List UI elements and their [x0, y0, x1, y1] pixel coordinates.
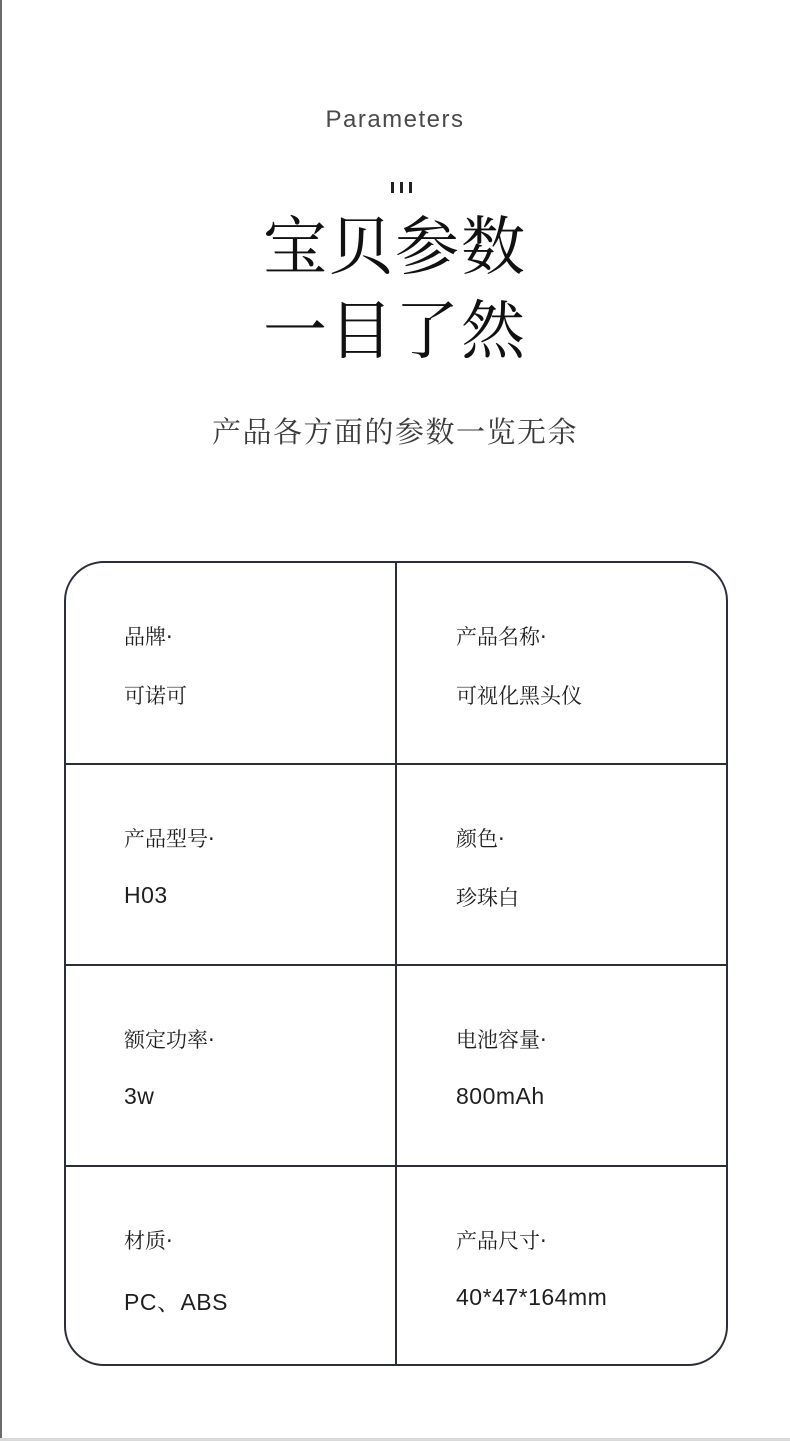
- spec-label: 额定功率·: [124, 1028, 215, 1052]
- spec-label: 产品尺寸·: [456, 1229, 547, 1253]
- spec-value: 可视化黑头仪: [456, 684, 582, 708]
- spec-label: 产品名称·: [456, 625, 547, 649]
- spec-cell-model: [66, 763, 397, 964]
- spec-label: 产品型号·: [124, 827, 215, 851]
- spec-cell-product-name: [397, 563, 726, 763]
- spec-value: PC、ABS: [124, 1289, 228, 1315]
- spec-cell-color: [397, 763, 726, 964]
- section-subtitle-en: Parameters: [325, 106, 465, 133]
- spec-value: H03: [124, 882, 168, 908]
- spec-label: 电池容量·: [456, 1028, 547, 1052]
- spec-value: 珍珠白: [456, 886, 519, 910]
- spec-table: [64, 561, 728, 1366]
- spec-cell-dimensions: [397, 1165, 726, 1364]
- tick-mark: [391, 182, 394, 193]
- spec-label: 颜色·: [456, 827, 505, 851]
- tick-mark: [409, 182, 412, 193]
- spec-value: 可诺可: [124, 684, 187, 708]
- spec-label: 材质·: [124, 1229, 173, 1253]
- spec-cell-material: [66, 1165, 397, 1364]
- page-tagline: 产品各方面的参数一览无余: [211, 415, 578, 449]
- page-title-line-2: 一目了然: [263, 295, 527, 369]
- spec-cell-battery-capacity: [397, 964, 726, 1165]
- spec-label: 品牌·: [124, 625, 173, 649]
- spec-value: 800mAh: [456, 1083, 545, 1109]
- page-title-line-1: 宝贝参数: [263, 211, 527, 285]
- spec-value: 40*47*164mm: [456, 1284, 608, 1310]
- spec-cell-rated-power: [66, 964, 397, 1165]
- spec-value: 3w: [124, 1083, 155, 1109]
- tick-mark: [400, 182, 403, 193]
- spec-cell-brand: [66, 563, 397, 763]
- decorative-tick-marks: [389, 182, 415, 194]
